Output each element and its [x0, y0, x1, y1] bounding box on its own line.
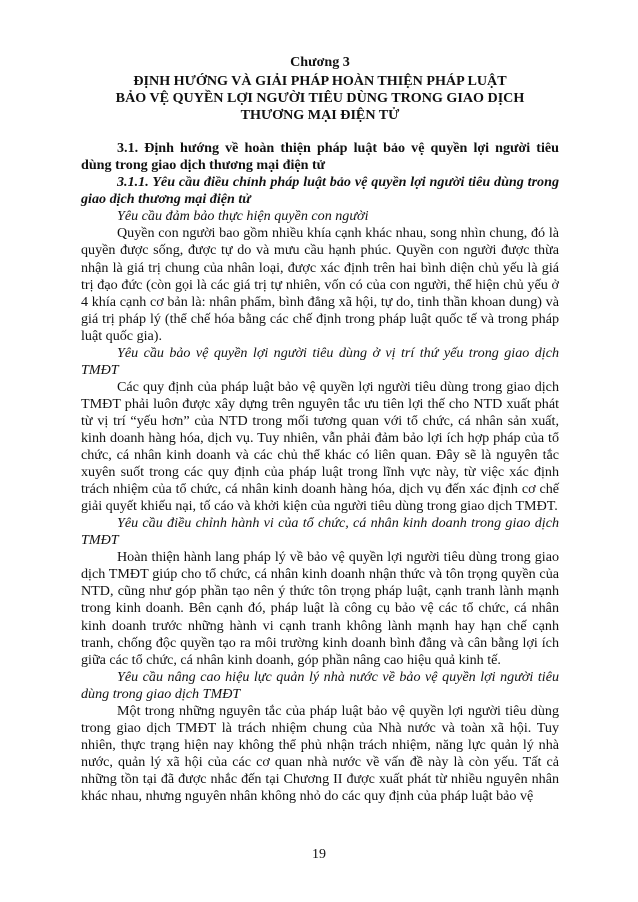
requirement-heading-human-rights: Yêu cầu đảm bảo thực hiện quyền con người	[117, 208, 369, 225]
requirement-heading-state-management: Yêu cầu nâng cao hiệu lực quản lý nhà nước về bảo vệ quyền lợi người tiêu dùng trong giao dịch TMĐT	[81, 668, 559, 702]
section-heading-3-1: 3.1. Định hướng về hoàn thiện pháp luật bảo vệ quyền lợi người tiêu dùng trong giao dịch thương mại điện tử	[81, 140, 559, 174]
page-text-area	[81, 54, 559, 805]
chapter-title-line: THƯƠNG MẠI ĐIỆN TỬ	[240, 107, 400, 124]
requirement-heading-consumer-weaker-position: Yêu cầu bảo vệ quyền lợi người tiêu dùng ở vị trí thứ yếu trong giao dịch TMĐT	[81, 344, 559, 378]
page-number: 19	[312, 847, 326, 862]
paragraph-human-rights: Quyền con người bao gồm nhiều khía cạnh khác nhau, song nhìn chung, đó là quyền được sống, được tự do và mưu cầu hạnh phúc. Quyền con người được thừa nhận là giá trị chung của nhân loại, được xác định trên hai bình diện chủ yếu là giá trị đạo đức (còn gọi là các giá trị tự nhiên, vốn có của con người, thể hiện chủ yếu ở 4 khía cạnh cơ bản là: nhân phẩm, bình đẳng xã hội, tự do, tinh thần khoan dung) và giá trị pháp lý (thể chế hóa bằng các chế định trong pháp luật quốc tế và trong pháp luật quốc gia).	[81, 225, 559, 344]
paragraph-consumer-weaker-position: Các quy định của pháp luật bảo vệ quyền lợi người tiêu dùng trong giao dịch TMĐT phải luôn được xây dựng trên nguyên tắc ưu tiên lợi thế cho NTD xuất phát từ vị trí “yếu hơn” của NTD trong mối tương quan với tổ chức, cá nhân sản xuất, kinh doanh hàng hóa, dịch vụ. Tuy nhiên, vẫn phải đảm bảo lợi ích hợp pháp của tổ chức, cá nhân kinh doanh và các chủ thể khác có liên quan. Đây sẽ là nguyên tắc xuyên suốt trong các quy định của pháp luật trong lĩnh vực này, từ việc xác định trách nhiệm của tổ chức, cá nhân kinh doanh hàng hóa, dịch vụ đến xác định cơ chế giải quyết khiếu nại, tố cáo và khởi kiện của người tiêu dùng trong giao dịch TMĐT.	[81, 378, 559, 515]
requirement-heading-business-conduct: Yêu cầu điều chỉnh hành vi của tổ chức, cá nhân kinh doanh trong giao dịch TMĐT	[81, 515, 559, 549]
chapter-title-line: BẢO VỆ QUYỀN LỢI NGƯỜI TIÊU DÙNG TRONG GIAO DỊCH	[115, 90, 525, 107]
paragraph-business-conduct: Hoàn thiện hành lang pháp lý về bảo vệ quyền lợi người tiêu dùng trong giao dịch TMĐT giúp cho tổ chức, cá nhân kinh doanh nhận thức và tôn trọng quyền của NTD, cũng như góp phần tạo nên ý thức tôn trọng pháp luật, cạnh tranh lành mạnh trong kinh doanh. Bên cạnh đó, pháp luật là công cụ bảo vệ các tổ chức, cá nhân kinh doanh trước những hành vi cạnh tranh không lành mạnh hay hạn chế cạnh tranh, chống độc quyền tạo ra môi trường kinh doanh bình đẳng và cân bằng lợi ích giữa các tổ chức, cá nhân kinh doanh, góp phần nâng cao hiệu quả kinh tế.	[81, 549, 559, 668]
paragraph-state-management: Một trong những nguyên tắc của pháp luật bảo vệ quyền lợi người tiêu dùng trong giao dịch TMĐT là trách nhiệm chung của Nhà nước và toàn xã hội. Tuy nhiên, thực trạng hiện nay không thể phủ nhận trách nhiệm, năng lực quản lý nhà nước, quản lý xã hội của các cơ quan nhà nước về vấn đề này là còn yếu. Tất cả những tồn tại đã được nhắc đến tại Chương II được xuất phát từ nhiều nguyên nhân khác nhau, nhưng nguyên nhân không nhỏ do các quy định của pháp luật bảo vệ	[81, 702, 559, 804]
chapter-number: Chương 3	[290, 54, 350, 70]
chapter-title-line: ĐỊNH HƯỚNG VÀ GIẢI PHÁP HOÀN THIỆN PHÁP LUẬT	[133, 73, 507, 90]
chapter-title	[81, 73, 559, 124]
subsection-heading-3-1-1: 3.1.1. Yêu cầu điều chỉnh pháp luật bảo vệ quyền lợi người tiêu dùng trong giao dịch thương mại điện tử	[81, 174, 559, 208]
